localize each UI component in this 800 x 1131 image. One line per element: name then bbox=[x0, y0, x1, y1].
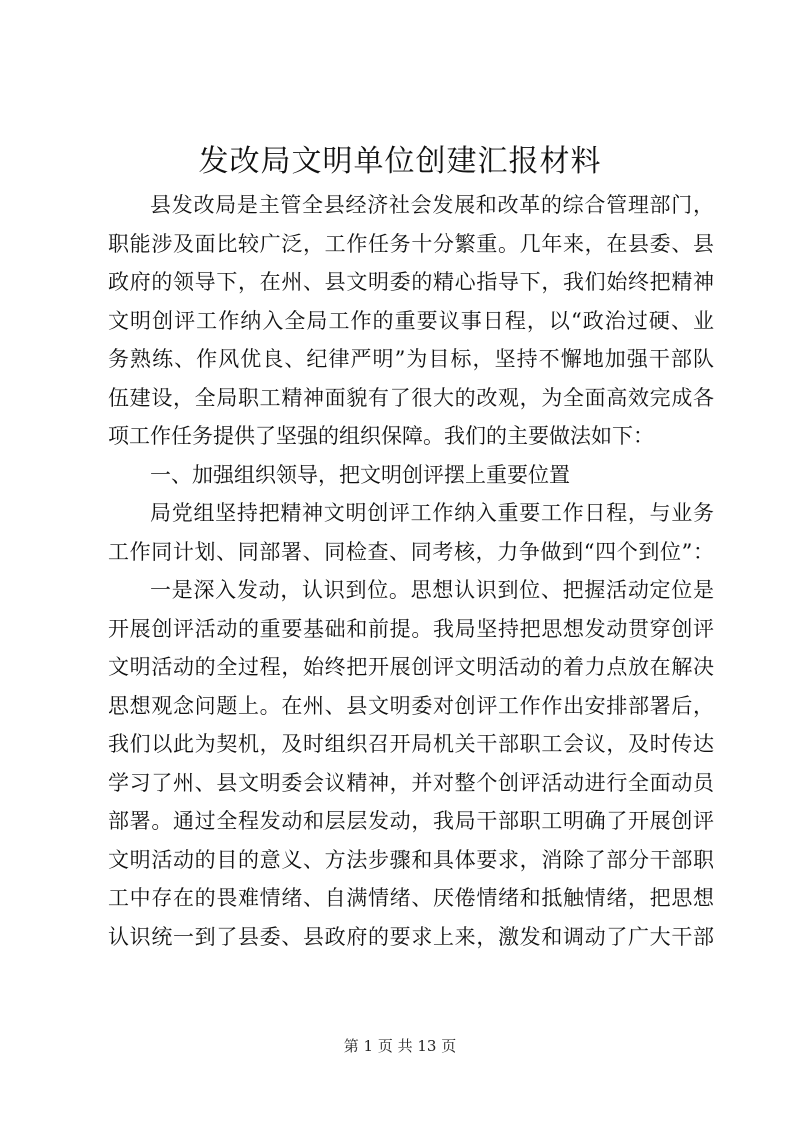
document-body bbox=[108, 186, 714, 956]
paragraph-line-11: 一是深入发动，认识到位。思想认识到位、把握活动定位是 bbox=[150, 578, 714, 602]
paragraph-line-17: 部署。通过全程发动和层层发动，我局干部职工明确了开展创评 bbox=[108, 809, 714, 833]
paragraph-line-9: 局党组坚持把精神文明创评工作纳入重要工作日程，与业务 bbox=[150, 501, 714, 525]
paragraph-line-10: 工作同计划、同部署、同检查、同考核，力争做到“四个到位”： bbox=[108, 539, 714, 564]
paragraph-line-7: 项工作任务提供了坚强的组织保障。我们的主要做法如下： bbox=[108, 424, 654, 448]
paragraph-line-16: 学习了州、县文明委会议精神，并对整个创评活动进行全面动员 bbox=[108, 770, 714, 795]
paragraph-line-20: 认识统一到了县委、县政府的要求上来，激发和调动了广大干部 bbox=[108, 924, 714, 949]
paragraph-line-3: 政府的领导下，在州、县文明委的精心指导下，我们始终把精神 bbox=[108, 270, 714, 294]
paragraph-line-15: 我们以此为契机，及时组织召开局机关干部职工会议，及时传达 bbox=[108, 732, 714, 756]
page-number-footer: 第 1 页 共 13 页 bbox=[343, 1037, 457, 1055]
paragraph-line-14: 思想观念问题上。在州、县文明委对创评工作作出安排部署后， bbox=[108, 693, 714, 718]
paragraph-line-18: 文明活动的目的意义、方法步骤和具体要求，消除了部分干部职 bbox=[108, 847, 714, 872]
document-title: 发改局文明单位创建汇报材料 bbox=[198, 144, 602, 179]
paragraph-line-4: 文明创评工作纳入全局工作的重要议事日程，以“政治过硬、业 bbox=[108, 308, 714, 333]
paragraph-line-6: 伍建设，全局职工精神面貌有了很大的改观，为全面高效完成各 bbox=[108, 385, 714, 410]
paragraph-line-19: 工中存在的畏难情绪、自满情绪、厌倦情绪和抵触情绪，把思想 bbox=[108, 886, 714, 910]
paragraph-line-1: 县发改局是主管全县经济社会发展和改革的综合管理部门， bbox=[150, 193, 714, 217]
section-heading-1: 一、加强组织领导，把文明创评摆上重要位置 bbox=[150, 462, 570, 487]
paragraph-line-2: 职能涉及面比较广泛，工作任务十分繁重。几年来，在县委、县 bbox=[108, 231, 714, 256]
paragraph-line-5: 务熟练、作风优良、纪律严明”为目标，坚持不懈地加强干部队 bbox=[108, 347, 714, 371]
paragraph-line-12: 开展创评活动的重要基础和前提。我局坚持把思想发动贯穿创评 bbox=[108, 616, 714, 641]
paragraph-line-13: 文明活动的全过程，始终把开展创评文明活动的着力点放在解决 bbox=[108, 655, 714, 679]
